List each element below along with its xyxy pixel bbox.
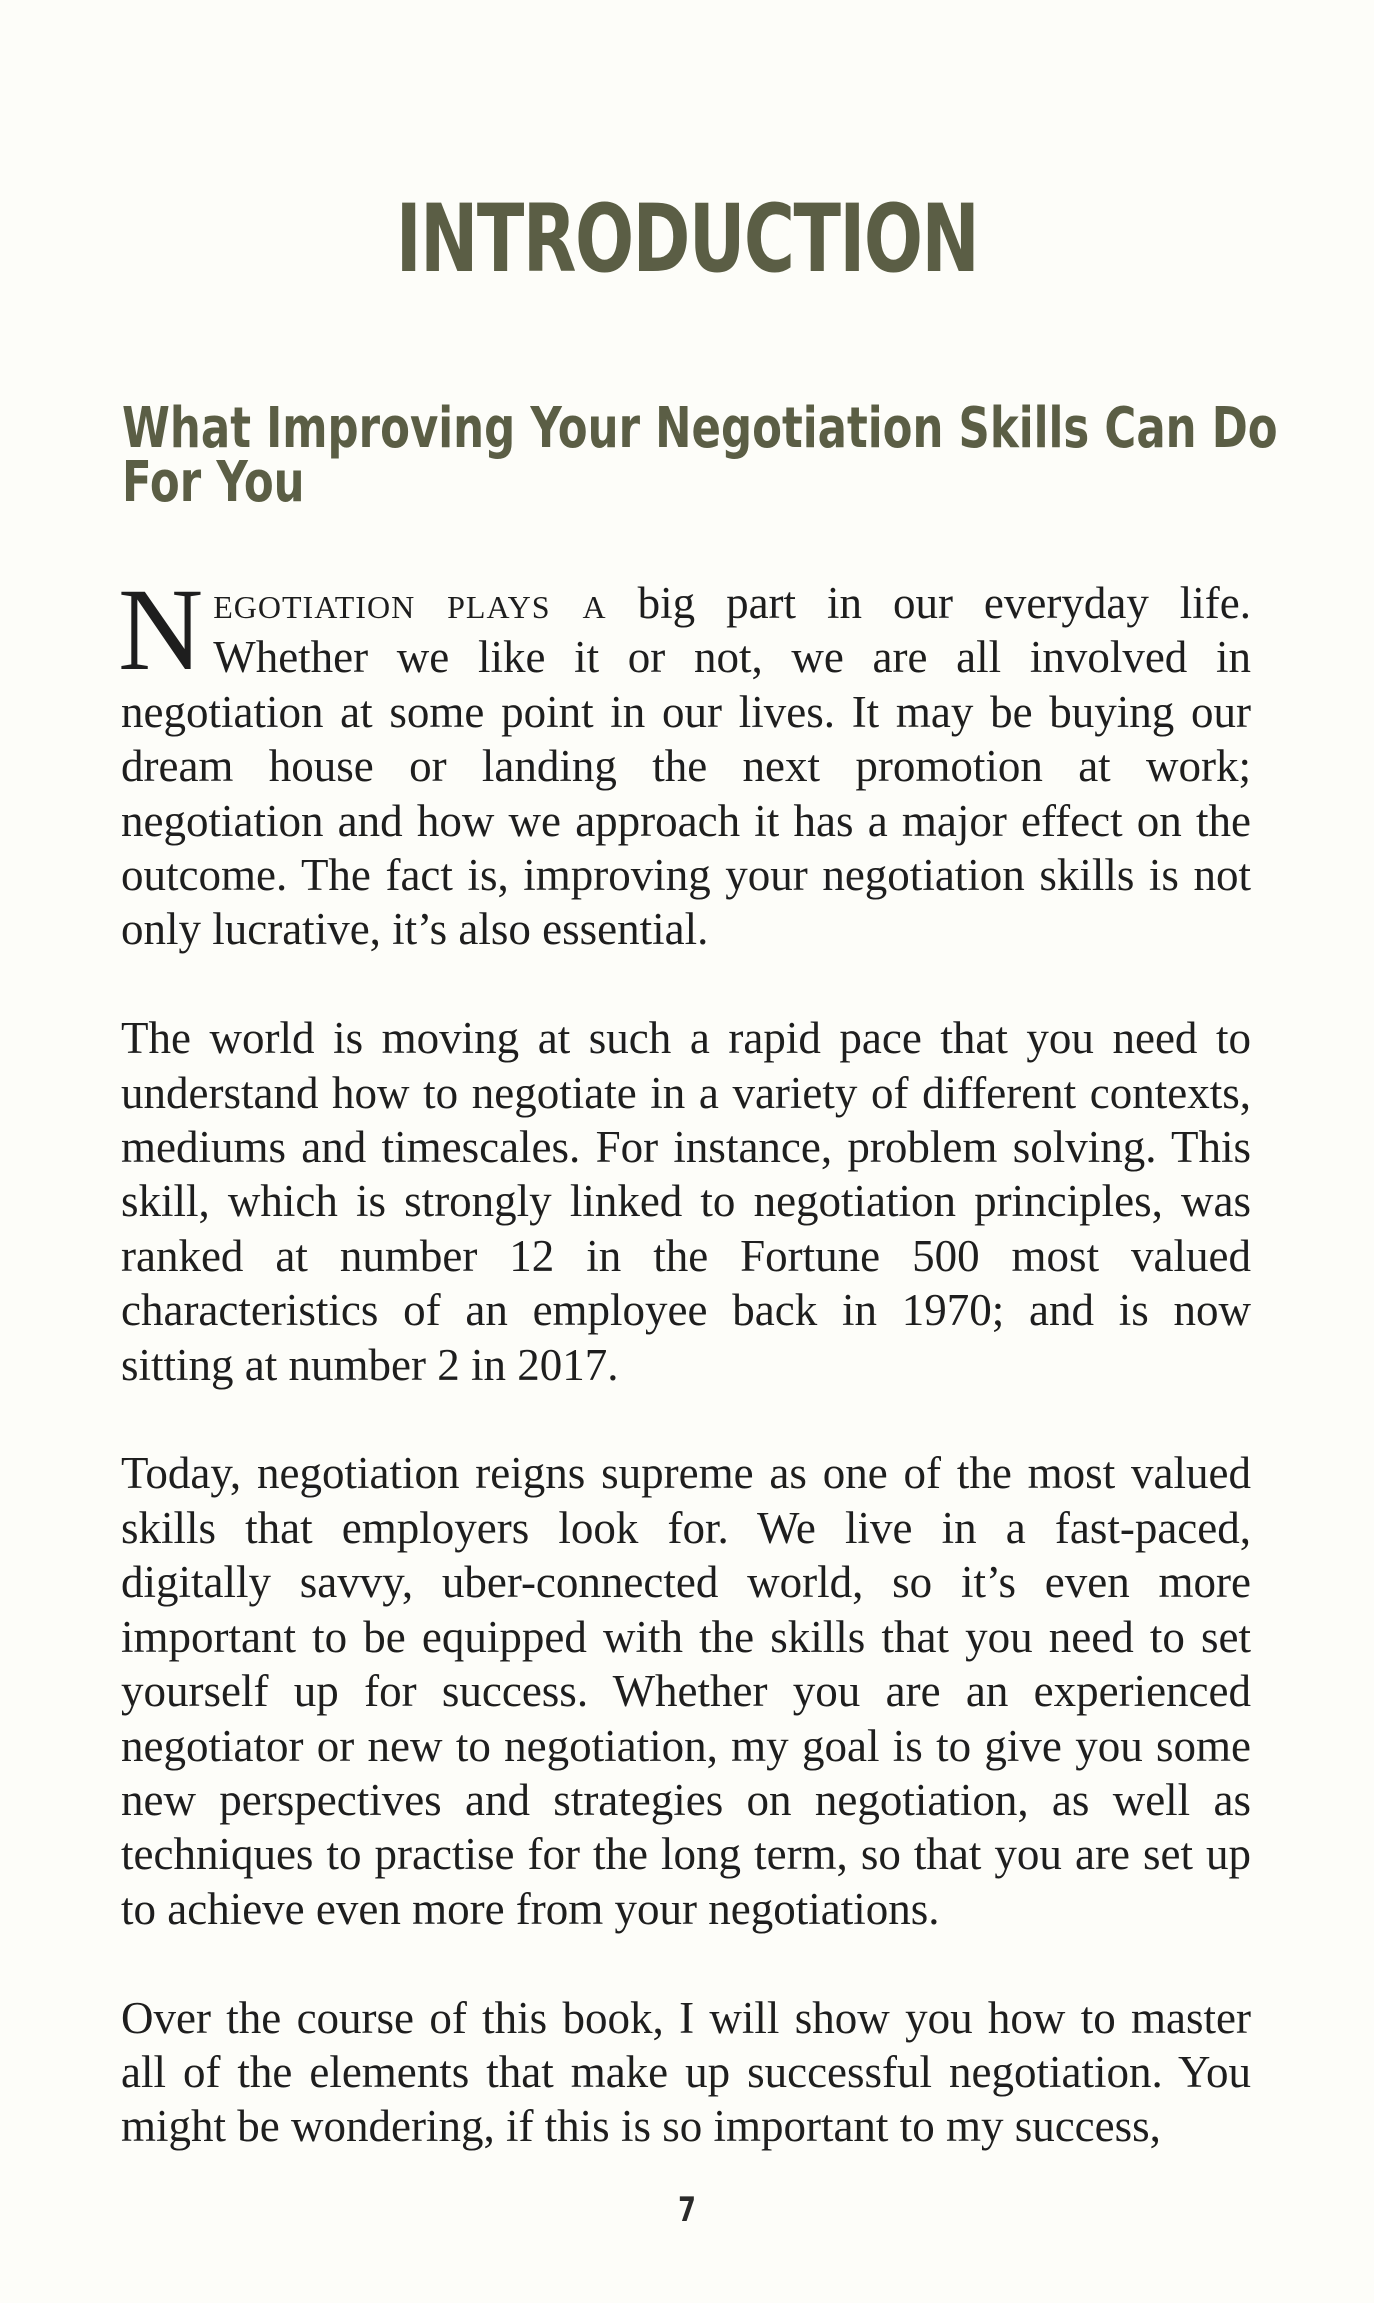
paragraph-2: The world is moving at such a rapid pace that you need to understand how to negotiate in a variety of different contexts, mediums and timescales. For instance, problem solving. This skill, which is strongly linked to negotiation principles, was ranked at number 12 in the Fortune 500 most valued characteristics of an employee back in 1970; and is now sitting at number 2 in 2017. (121, 1013, 1251, 1390)
page-number: 7 (678, 2190, 696, 2230)
drop-cap: N (118, 564, 204, 695)
chapter-title: INTRODUCTION (395, 185, 979, 294)
section-heading: What Improving Your Negotiation Skills Can Do For You (122, 396, 1278, 515)
body-text (118, 564, 1251, 2208)
paragraph-3: Today, negotiation reigns supreme as one of the most valued skills that employers look for. We live in a fast-paced, digitally savvy, uber-connected world, so it’s even more important to be equipped with the skills that you need to set yourself up for success. Whether you are an experienced negotiator or new to negotiation, my goal is to give you some new perspectives and strategies on negotiation, as well as techniques to practise for the long term, so that you are set up to achieve even more from your negotiations. (121, 1448, 1251, 1934)
paragraph-1 (118, 564, 1251, 957)
paragraph-1-text: big part in our everyday life. Whether we like it or not, we are all involved in negotiation at some point in our lives. It may be buying our dream house or landing the next promotion at work; negotiation and how we approach it has a major effect on the outcome. The fact is, improving your negotiation skills is not only lucrative, it’s also essential. (121, 578, 1251, 955)
paragraph-4: Over the course of this book, I will show you how to master all of the elements that make up successful negotiation. You might be wondering, if this is so important to my success, (121, 1992, 1251, 2152)
opening-small-caps: egotiation plays a (213, 578, 607, 628)
